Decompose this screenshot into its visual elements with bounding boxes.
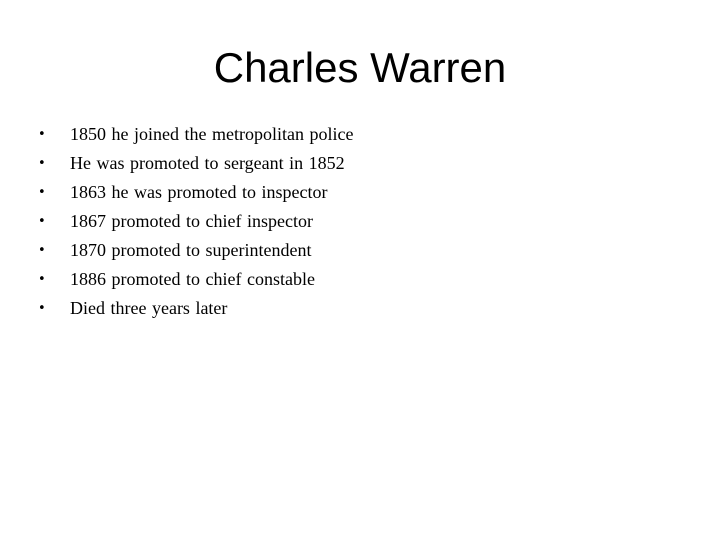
- bullet-text: 1863 he was promoted to inspector: [70, 182, 328, 202]
- bullet-text: 1850 he joined the metropolitan police: [70, 124, 354, 144]
- bullet-icon: •: [38, 127, 46, 142]
- list-item: [38, 149, 678, 178]
- bullet-icon: •: [38, 156, 46, 171]
- bullet-text: Died three years later: [70, 298, 228, 318]
- slide-title: Charles Warren: [213, 44, 507, 91]
- bullet-icon: •: [38, 185, 46, 200]
- list-item: [38, 207, 678, 236]
- list-item: [38, 236, 678, 265]
- bullet-text: 1867 promoted to chief inspector: [70, 211, 313, 231]
- bullet-icon: •: [38, 243, 46, 258]
- list-item: [38, 178, 678, 207]
- list-item: [38, 294, 678, 323]
- bullet-text: 1886 promoted to chief constable: [70, 269, 315, 289]
- bullet-icon: •: [38, 301, 46, 316]
- bullet-icon: •: [38, 214, 46, 229]
- bullet-list: [38, 120, 678, 323]
- bullet-text: He was promoted to sergeant in 1852: [70, 153, 345, 173]
- list-item: [38, 120, 678, 149]
- bullet-icon: •: [38, 272, 46, 287]
- bullet-text: 1870 promoted to superintendent: [70, 240, 312, 260]
- list-item: [38, 265, 678, 294]
